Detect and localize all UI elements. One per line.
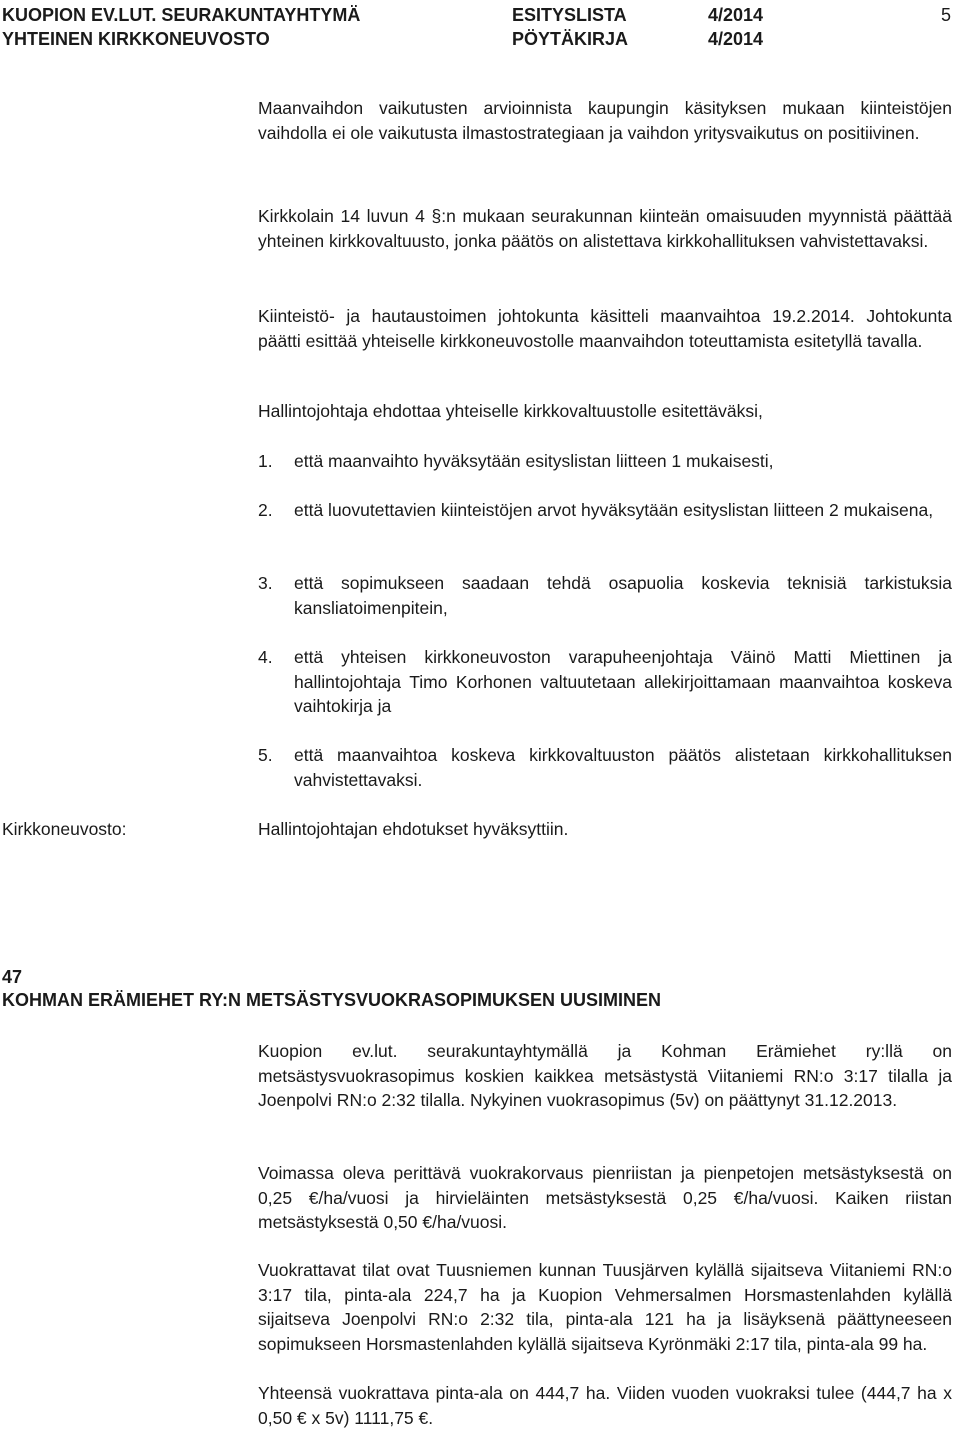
list-item-text: että maanvaihtoa koskeva kirkkovaltuuston päätös alistetaan kirkkohallituksen vahvistettavaksi. [294,745,952,790]
section-title: KOHMAN ERÄMIEHET RY:N METSÄSTYSVUOKRASOPIMUKSEN UUSIMINEN [2,990,662,1010]
list-item [258,449,952,474]
header-doc-number-minutes: 4/2014 [708,29,764,49]
header-doc-type-minutes: PÖYTÄKIRJA [512,29,629,49]
header-body: YHTEINEN KIRKKONEUVOSTO [2,29,270,49]
paragraph-leased-properties: Vuokrattavat tilat ovat Tuusniemen kunnan Tuusjärven kylällä sijaitseva Viitaniemi RN:o 3:17 tila, pinta-ala 224,7 ha ja Kuopion Vehmersalmen Horsmastenlahden kylällä sijaitseva Joenpolvi RN:o 2:32 tila, pinta-ala 121 ha ja lisäyksenä päättyneeseen sopimukseen Horsmastenlahden kylällä sijaitseva Kyrönmäki 2:17 tila, pinta-ala 99 ha. [258,1260,952,1354]
list-item-text: että sopimukseen saadaan tehdä osapuolia koskevia teknisiä tarkistuksia kansliatoimenpitein, [294,573,952,618]
list-item [258,571,952,620]
section-number: 47 [2,967,23,987]
paragraph-rent-rates: Voimassa oleva perittävä vuokrakorvaus pienriistan ja pienpetojen metsästyksestä on 0,25 €/ha/vuosi ja hirvieläinten metsästyksestä 0,25 €/ha/vuosi. Kaiken riistan metsästyksestä 0,50 €/ha/vuosi. [258,1163,952,1232]
header-doc-number-agenda: 4/2014 [708,5,764,25]
list-item [258,743,952,792]
paragraph-total-rent: Yhteensä vuokrattava pinta-ala on 444,7 ha. Viiden vuoden vuokraksi tulee (444,7 ha x 0,50 € x 5v) 1111,75 €. [258,1383,952,1428]
list-item-number: 5. [258,745,273,765]
header-organization: KUOPION EV.LUT. SEURAKUNTAYHTYMÄ [2,5,361,25]
list-item-text: että yhteisen kirkkoneuvoston varapuheenjohtaja Väinö Matti Miettinen ja hallintojohtaja Timo Korhonen valtuutetaan allekirjoittamaan maanvaihtoa koskeva vaihtokirja ja [294,647,952,716]
paragraph-lease-agreement: Kuopion ev.lut. seurakuntayhtymällä ja Kohman Erämiehet ry:llä on metsästysvuokrasopimus koskien kaikkea metsästystä Viitaniemi RN:o 3:17 tilalla ja Joenpolvi RN:o 2:32 tilalla. Nykyinen vuokrasopimus (5v) on päättynyt 31.12.2013. [258,1041,952,1110]
paragraph-board-decision: Kiinteistö- ja hautaustoimen johtokunta käsitteli maanvaihtoa 19.2.2014. Johtokunta päätti esittää yhteiselle kirkkoneuvostolle maanvaihdon toteuttamista esitetyllä tavalla. [258,306,952,351]
header-doc-type-agenda: ESITYSLISTA [512,5,627,25]
list-item [258,645,952,719]
paragraph-church-law: Kirkkolain 14 luvun 4 §:n mukaan seurakunnan kiinteän omaisuuden myynnistä päättää yhteinen kirkkovaltuusto, jonka päätös on alistettava kirkkohallituksen vahvistettavaksi. [258,206,952,251]
list-item-text: että luovutettavien kiinteistöjen arvot hyväksytään esityslistan liitteen 2 mukaisena, [294,500,934,520]
paragraph-proposal-intro: Hallintojohtaja ehdottaa yhteiselle kirkkovaltuustolle esitettäväksi, [258,401,763,421]
list-item [258,498,952,523]
page-number: 5 [941,5,952,25]
page-header [0,0,960,52]
decision-text: Hallintojohtajan ehdotukset hyväksyttiin. [258,819,569,839]
list-item-number: 1. [258,451,273,471]
list-item-number: 3. [258,573,273,593]
list-item-number: 2. [258,500,273,520]
decision-label: Kirkkoneuvosto: [2,819,127,839]
paragraph-climate-impact: Maanvaihdon vaikutusten arvioinnista kaupungin käsityksen mukaan kiinteistöjen vaihdolla ei ole vaikutusta ilmastostrategiaan ja vaihdon yritysvaikutus on positiivinen. [258,98,952,143]
list-item-number: 4. [258,647,273,667]
list-item-text: että maanvaihto hyväksytään esityslistan liitteen 1 mukaisesti, [294,451,774,471]
